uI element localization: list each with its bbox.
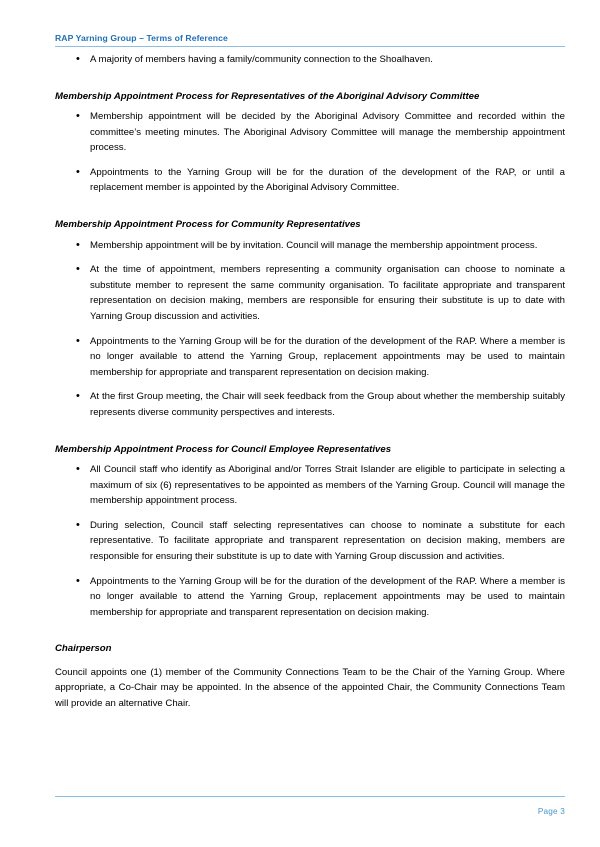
spacer — [55, 196, 565, 217]
list-item-text: Appointments to the Yarning Group will be for the duration of the development of the RAP. Where a member is no longer available to attend the Yarning Group, replacement appointments may be used to maintain membership for appropriate and transparent representation on decision making. — [90, 575, 565, 618]
list-item — [55, 334, 565, 381]
spacer — [55, 68, 565, 89]
list-item-text: During selection, Council staff selecting representatives can choose to nominate a substitute for each representative. To facilitate appropriate and transparent representation on decision making, members are responsible for ensuring their substitute is up to date with Yarning Group discussion and activities. — [90, 519, 565, 562]
section-heading-chairperson: Chairperson — [55, 643, 112, 655]
bullet-icon: • — [76, 238, 80, 251]
list-item — [55, 262, 565, 324]
spacer — [55, 657, 565, 665]
page-number: Page 3 — [537, 807, 565, 816]
section-heading-community-representatives: Membership Appointment Process for Community Representatives — [55, 219, 361, 231]
bullet-icon: • — [76, 165, 80, 178]
list-item — [55, 518, 565, 565]
spacer — [55, 620, 565, 641]
chairperson-paragraph: Council appoints one (1) member of the Community Connections Team to be the Chair of the Yarning Group. Where appropriate, a Co-Chair may be appointed. In the absence of the appointed Chair, the Community Connections Team will provide an alternative Chair. — [55, 666, 565, 710]
list-item — [55, 165, 565, 196]
bullet-icon: • — [76, 390, 80, 403]
list-item — [55, 389, 565, 420]
section-heading-council-employee-representatives: Membership Appointment Process for Council Employee Representatives — [55, 443, 392, 455]
spacer — [55, 421, 565, 442]
bullet-icon: • — [76, 110, 80, 123]
document-header — [55, 33, 565, 47]
document-header-title: RAP Yarning Group – Terms of Reference — [55, 33, 228, 43]
list-item-text: Membership appointment will be decided by the Aboriginal Advisory Committee and recorded within the committee’s meeting minutes. The Aboriginal Advisory Committee will manage the membership appointment process. — [90, 111, 565, 154]
bullet-list-continued — [55, 52, 565, 68]
bullet-icon: • — [76, 463, 80, 475]
list-item — [55, 462, 565, 509]
list-item-text: At the time of appointment, members representing a community organisation can choose to nominate a substitute member to represent the same community organisation. To facilitate appropriate and transparent representation on decision making, members are responsible for ensuring their substitute is up to date with Yarning Group discussion and activities. — [90, 264, 565, 322]
list-item-text: A majority of members having a family/community connection to the Shoalhaven. — [90, 54, 433, 65]
list-item — [55, 109, 565, 156]
list-item-text: Membership appointment will be by invitation. Council will manage the membership appointment process. — [90, 239, 538, 251]
bullet-list-community-representatives — [55, 238, 565, 421]
list-item — [55, 52, 565, 68]
bullet-icon: • — [76, 263, 80, 276]
bullet-icon: • — [76, 53, 80, 65]
list-item — [55, 238, 565, 254]
section-heading-aboriginal-advisory-committee: Membership Appointment Process for Representatives of the Aboriginal Advisory Committee — [55, 90, 480, 102]
list-item-text: All Council staff who identify as Aboriginal and/or Torres Strait Islander are eligible to participate in selecting a maximum of six (6) representatives to be appointed as members of the Yarning Group. Council will manage the membership appointment process. — [90, 464, 565, 507]
bullet-icon: • — [76, 574, 80, 587]
list-item-text: Appointments to the Yarning Group will be for the duration of the development of the RAP. Where a member is no longer available to attend the Yarning Group, replacement appointments may be used to maintain membership for appropriate and transparent representation on decision making. — [90, 335, 565, 378]
bullet-list-council-employee-representatives — [55, 462, 565, 620]
list-item-text: Appointments to the Yarning Group will be for the duration of the development of the RAP, or until a replacement member is appointed by the Aboriginal Advisory Committee. — [90, 166, 565, 194]
bullet-icon: • — [76, 334, 80, 347]
document-body — [55, 52, 565, 712]
bullet-list-aboriginal-advisory-committee — [55, 109, 565, 196]
document-footer — [55, 796, 565, 819]
list-item — [55, 574, 565, 621]
list-item-text: At the first Group meeting, the Chair will seek feedback from the Group about whether the membership suitably represents diverse community perspectives and interests. — [90, 391, 565, 418]
bullet-icon: • — [76, 518, 80, 531]
